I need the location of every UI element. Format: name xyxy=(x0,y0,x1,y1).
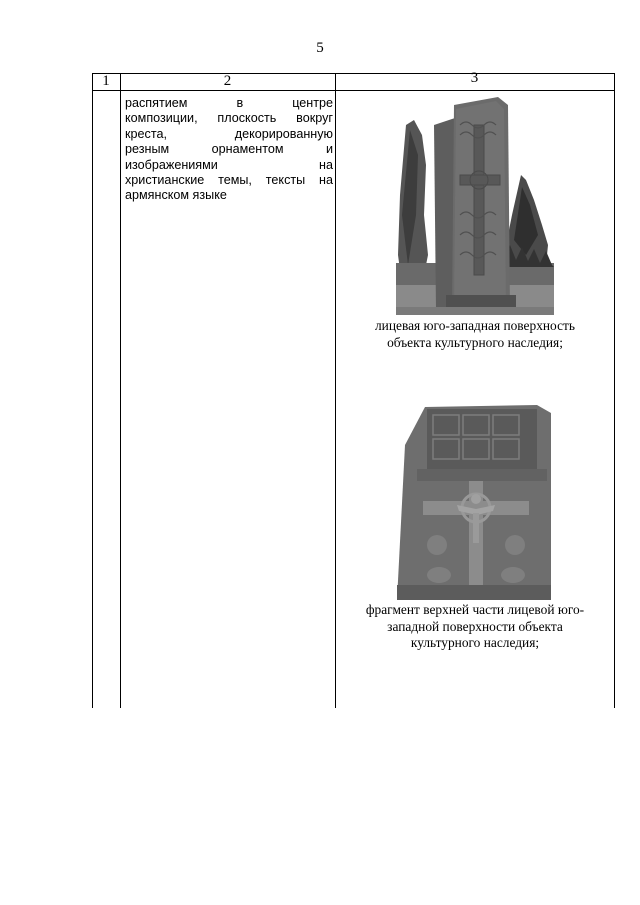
description-text xyxy=(125,96,333,204)
header-col-1: 1 xyxy=(102,73,110,89)
page-number: 5 xyxy=(316,40,324,56)
header-col-3: 3 xyxy=(470,70,479,86)
fragment-photo xyxy=(397,405,551,600)
description-line: армянском языке xyxy=(125,188,227,203)
description-line: композиции, плоскость вокруг xyxy=(125,111,333,126)
header-col-2: 2 xyxy=(223,73,232,89)
description-line: распятием в центре xyxy=(125,96,333,110)
description-line: изображениями на xyxy=(125,157,333,172)
description-line: креста, декорированную xyxy=(125,126,333,141)
description-line: резным орнаментом и xyxy=(125,142,333,157)
photo2-caption: фрагмент верхней части лицевой юго- западной поверхности объекта культурного наследия; xyxy=(365,602,585,650)
description-line: христианские темы, тексты на xyxy=(125,173,333,188)
photo1-caption: лицевая юго-западная поверхность объекта культурного наследия; xyxy=(374,318,575,350)
monument-photo xyxy=(396,95,554,315)
